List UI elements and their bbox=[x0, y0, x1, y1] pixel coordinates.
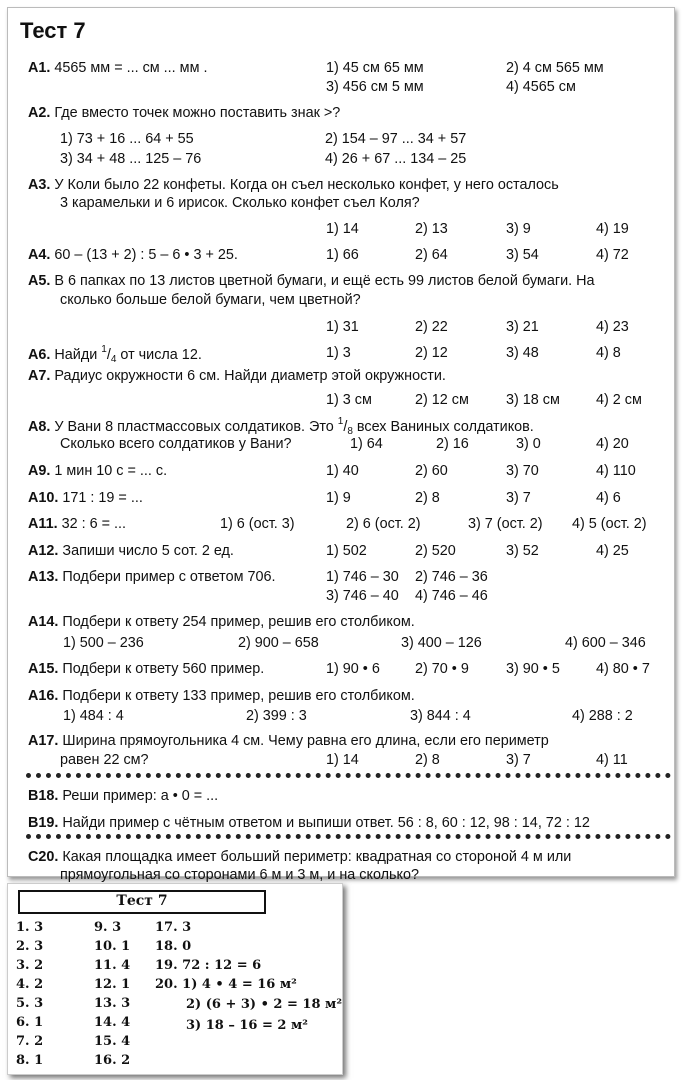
a8-option-2: 2) 16 bbox=[436, 436, 469, 452]
a4-option-2: 2) 64 bbox=[415, 247, 448, 263]
a9-option-2: 2) 60 bbox=[415, 463, 448, 479]
question-a10: А10. 171 : 19 = ... bbox=[28, 490, 143, 506]
a4-option-4: 4) 72 bbox=[596, 247, 629, 263]
a14-option-2: 2) 900 – 658 bbox=[238, 635, 319, 651]
a1-option-1: 1) 45 см 65 мм bbox=[326, 60, 424, 76]
a6-option-4: 4) 8 bbox=[596, 345, 621, 361]
a6-option-2: 2) 12 bbox=[415, 345, 448, 361]
question-a11: А11. 32 : 6 = ... bbox=[28, 516, 127, 532]
c20-line-2: прямоугольная со сторонами 6 м и 3 м, и на сколько? bbox=[60, 867, 419, 883]
test-sheet bbox=[7, 7, 675, 883]
answer-key-item: 7. 2 bbox=[16, 1034, 44, 1049]
a10-option-3: 3) 7 bbox=[506, 490, 531, 506]
a2-option-2: 2) 154 – 97 ... 34 + 57 bbox=[325, 131, 467, 147]
a12-option-4: 4) 25 bbox=[596, 543, 629, 559]
a3-option-1: 1) 14 bbox=[326, 221, 359, 237]
a12-option-2: 2) 520 bbox=[415, 543, 456, 559]
question-a15: А15. Подбери к ответу 560 пример. bbox=[28, 661, 265, 677]
a3-option-4: 4) 19 bbox=[596, 221, 629, 237]
a15-option-3: 3) 90 • 5 bbox=[506, 661, 560, 677]
answer-key-item: 17. 3 bbox=[155, 920, 192, 935]
a3-option-2: 2) 13 bbox=[415, 221, 448, 237]
question-a3: А3. У Коли было 22 конфеты. Когда он съел несколько конфет, у него осталось bbox=[28, 177, 559, 193]
question-b18: В18. Реши пример: а • 0 = ... bbox=[28, 788, 219, 804]
answer-key-item: 6. 1 bbox=[16, 1015, 44, 1030]
answer-key bbox=[7, 883, 343, 1075]
question-a4: А4. 60 – (13 + 2) : 5 – 6 • 3 + 25. bbox=[28, 247, 238, 263]
question-c20: С20. Какая площадка имеет больший периметр: квадратная со стороной 4 м или bbox=[28, 849, 572, 865]
answer-key-item: 4. 2 bbox=[16, 977, 44, 992]
a2-option-1: 1) 73 + 16 ... 64 + 55 bbox=[60, 131, 194, 147]
question-a13: А13. Подбери пример с ответом 706. bbox=[28, 569, 276, 585]
a13-option-3: 3) 746 – 40 bbox=[326, 588, 399, 604]
answer-key-item: 5. 3 bbox=[16, 996, 44, 1011]
a5-option-2: 2) 22 bbox=[415, 319, 448, 335]
answer-key-item: 11. 4 bbox=[94, 958, 131, 973]
a6-option-3: 3) 48 bbox=[506, 345, 539, 361]
a15-option-1: 1) 90 • 6 bbox=[326, 661, 380, 677]
a7-option-2: 2) 12 см bbox=[415, 392, 469, 408]
answer-key-item: 2. 3 bbox=[16, 939, 44, 954]
question-a1: А1. 4565 мм = ... см ... мм . bbox=[28, 60, 208, 76]
a1-option-4: 4) 4565 см bbox=[506, 79, 576, 95]
a15-option-2: 2) 70 • 9 bbox=[415, 661, 469, 677]
a4-option-3: 3) 54 bbox=[506, 247, 539, 263]
a4-option-1: 1) 66 bbox=[326, 247, 359, 263]
a7-option-3: 3) 18 см bbox=[506, 392, 560, 408]
answer-key-item: 20. 1) 4 • 4 = 16 м² bbox=[155, 977, 297, 992]
a14-option-4: 4) 600 – 346 bbox=[565, 635, 646, 651]
question-a5: А5. В 6 папках по 13 листов цветной бумаги, и ещё есть 99 листов белой бумаги. На bbox=[28, 273, 595, 289]
a9-option-3: 3) 70 bbox=[506, 463, 539, 479]
question-a9: А9. 1 мин 10 с = ... с. bbox=[28, 463, 168, 479]
a9-option-4: 4) 110 bbox=[596, 463, 636, 479]
a13-option-2: 2) 746 – 36 bbox=[415, 569, 488, 585]
a5-option-3: 3) 21 bbox=[506, 319, 539, 335]
a17-option-3: 3) 7 bbox=[506, 752, 531, 768]
answer-key-title: Тест 7 bbox=[116, 893, 168, 909]
a11-option-4: 4) 5 (ост. 2) bbox=[572, 516, 647, 532]
a11-option-3: 3) 7 (ост. 2) bbox=[468, 516, 543, 532]
a1-option-2: 2) 4 см 565 мм bbox=[506, 60, 604, 76]
a8-option-3: 3) 0 bbox=[516, 436, 541, 452]
a2-option-3: 3) 34 + 48 ... 125 – 76 bbox=[60, 151, 202, 167]
a15-option-4: 4) 80 • 7 bbox=[596, 661, 650, 677]
a16-option-1: 1) 484 : 4 bbox=[63, 708, 124, 724]
section-divider bbox=[26, 773, 671, 778]
a10-option-2: 2) 8 bbox=[415, 490, 440, 506]
question-a7: А7. Радиус окружности 6 см. Найди диаметр этой окружности. bbox=[28, 368, 446, 384]
answer-key-item: 8. 1 bbox=[16, 1053, 44, 1068]
a7-option-1: 1) 3 см bbox=[326, 392, 372, 408]
answer-key-item: 14. 4 bbox=[94, 1015, 131, 1030]
a6-option-1: 1) 3 bbox=[326, 345, 351, 361]
answer-key-item: 3. 2 bbox=[16, 958, 44, 973]
a16-option-2: 2) 399 : 3 bbox=[246, 708, 307, 724]
a14-option-1: 1) 500 – 236 bbox=[63, 635, 144, 651]
question-b19: В19. Найди пример с чётным ответом и выпиши ответ. 56 : 8, 60 : 12, 98 : 14, 72 : 12 bbox=[28, 815, 590, 831]
a8-line-2: Сколько всего солдатиков у Вани? bbox=[60, 436, 292, 452]
answer-key-item: 9. 3 bbox=[94, 920, 122, 935]
a3-option-3: 3) 9 bbox=[506, 221, 531, 237]
answer-key-item: 3) 18 – 16 = 2 м² bbox=[186, 1018, 308, 1033]
a5-option-1: 1) 31 bbox=[326, 319, 359, 335]
a13-option-1: 1) 746 – 30 bbox=[326, 569, 399, 585]
answer-key-item: 19. 72 : 12 = 6 bbox=[155, 958, 262, 973]
question-a16: А16. Подбери к ответу 133 пример, решив его столбиком. bbox=[28, 688, 415, 704]
question-a12: А12. Запиши число 5 сот. 2 ед. bbox=[28, 543, 234, 559]
answer-key-item: 15. 4 bbox=[94, 1034, 131, 1049]
question-a17: А17. Ширина прямоугольника 4 см. Чему равна его длина, если его периметр bbox=[28, 733, 549, 749]
answer-key-item: 13. 3 bbox=[94, 996, 131, 1011]
a5-option-4: 4) 23 bbox=[596, 319, 629, 335]
a5-line-2: сколько больше белой бумаги, чем цветной? bbox=[60, 292, 361, 308]
answer-key-title-box bbox=[18, 890, 266, 914]
a17-option-2: 2) 8 bbox=[415, 752, 440, 768]
question-a2: А2. Где вместо точек можно поставить знак >? bbox=[28, 105, 341, 121]
a17-line-2: равен 22 см? bbox=[60, 752, 149, 768]
answer-key-item: 10. 1 bbox=[94, 939, 131, 954]
a16-option-3: 3) 844 : 4 bbox=[410, 708, 471, 724]
question-a8: А8. У Вани 8 пластмассовых солдатиков. Это $^1/_8$ всех Ваниных солдатиков. bbox=[28, 416, 534, 437]
a8-option-4: 4) 20 bbox=[596, 436, 629, 452]
a17-option-1: 1) 14 bbox=[326, 752, 359, 768]
a9-option-1: 1) 40 bbox=[326, 463, 359, 479]
answer-key-item: 2) (6 + 3) • 2 = 18 м² bbox=[186, 997, 343, 1012]
answer-key-item: 1. 3 bbox=[16, 920, 44, 935]
a7-option-4: 4) 2 см bbox=[596, 392, 642, 408]
a17-option-4: 4) 11 bbox=[596, 752, 628, 768]
a3-line-2: 3 карамельки и 6 ирисок. Сколько конфет съел Коля? bbox=[60, 195, 420, 211]
a12-option-3: 3) 52 bbox=[506, 543, 539, 559]
section-divider bbox=[26, 834, 671, 839]
a11-option-1: 1) 6 (ост. 3) bbox=[220, 516, 295, 532]
a8-option-1: 1) 64 bbox=[350, 436, 383, 452]
a16-option-4: 4) 288 : 2 bbox=[572, 708, 633, 724]
a11-option-2: 2) 6 (ост. 2) bbox=[346, 516, 421, 532]
question-a14: А14. Подбери к ответу 254 пример, решив его столбиком. bbox=[28, 614, 415, 630]
a2-option-4: 4) 26 + 67 ... 134 – 25 bbox=[325, 151, 467, 167]
a12-option-1: 1) 502 bbox=[326, 543, 367, 559]
a10-option-4: 4) 6 bbox=[596, 490, 621, 506]
a1-option-3: 3) 456 см 5 мм bbox=[326, 79, 424, 95]
a13-option-4: 4) 746 – 46 bbox=[415, 588, 488, 604]
a10-option-1: 1) 9 bbox=[326, 490, 351, 506]
answer-key-item: 12. 1 bbox=[94, 977, 131, 992]
question-a6: А6. Найди $^1/_4$ от числа 12. bbox=[28, 344, 202, 365]
a14-option-3: 3) 400 – 126 bbox=[401, 635, 482, 651]
answer-key-item: 16. 2 bbox=[94, 1053, 131, 1068]
answer-key-item: 18. 0 bbox=[155, 939, 192, 954]
page-title: Тест 7 bbox=[20, 18, 86, 43]
